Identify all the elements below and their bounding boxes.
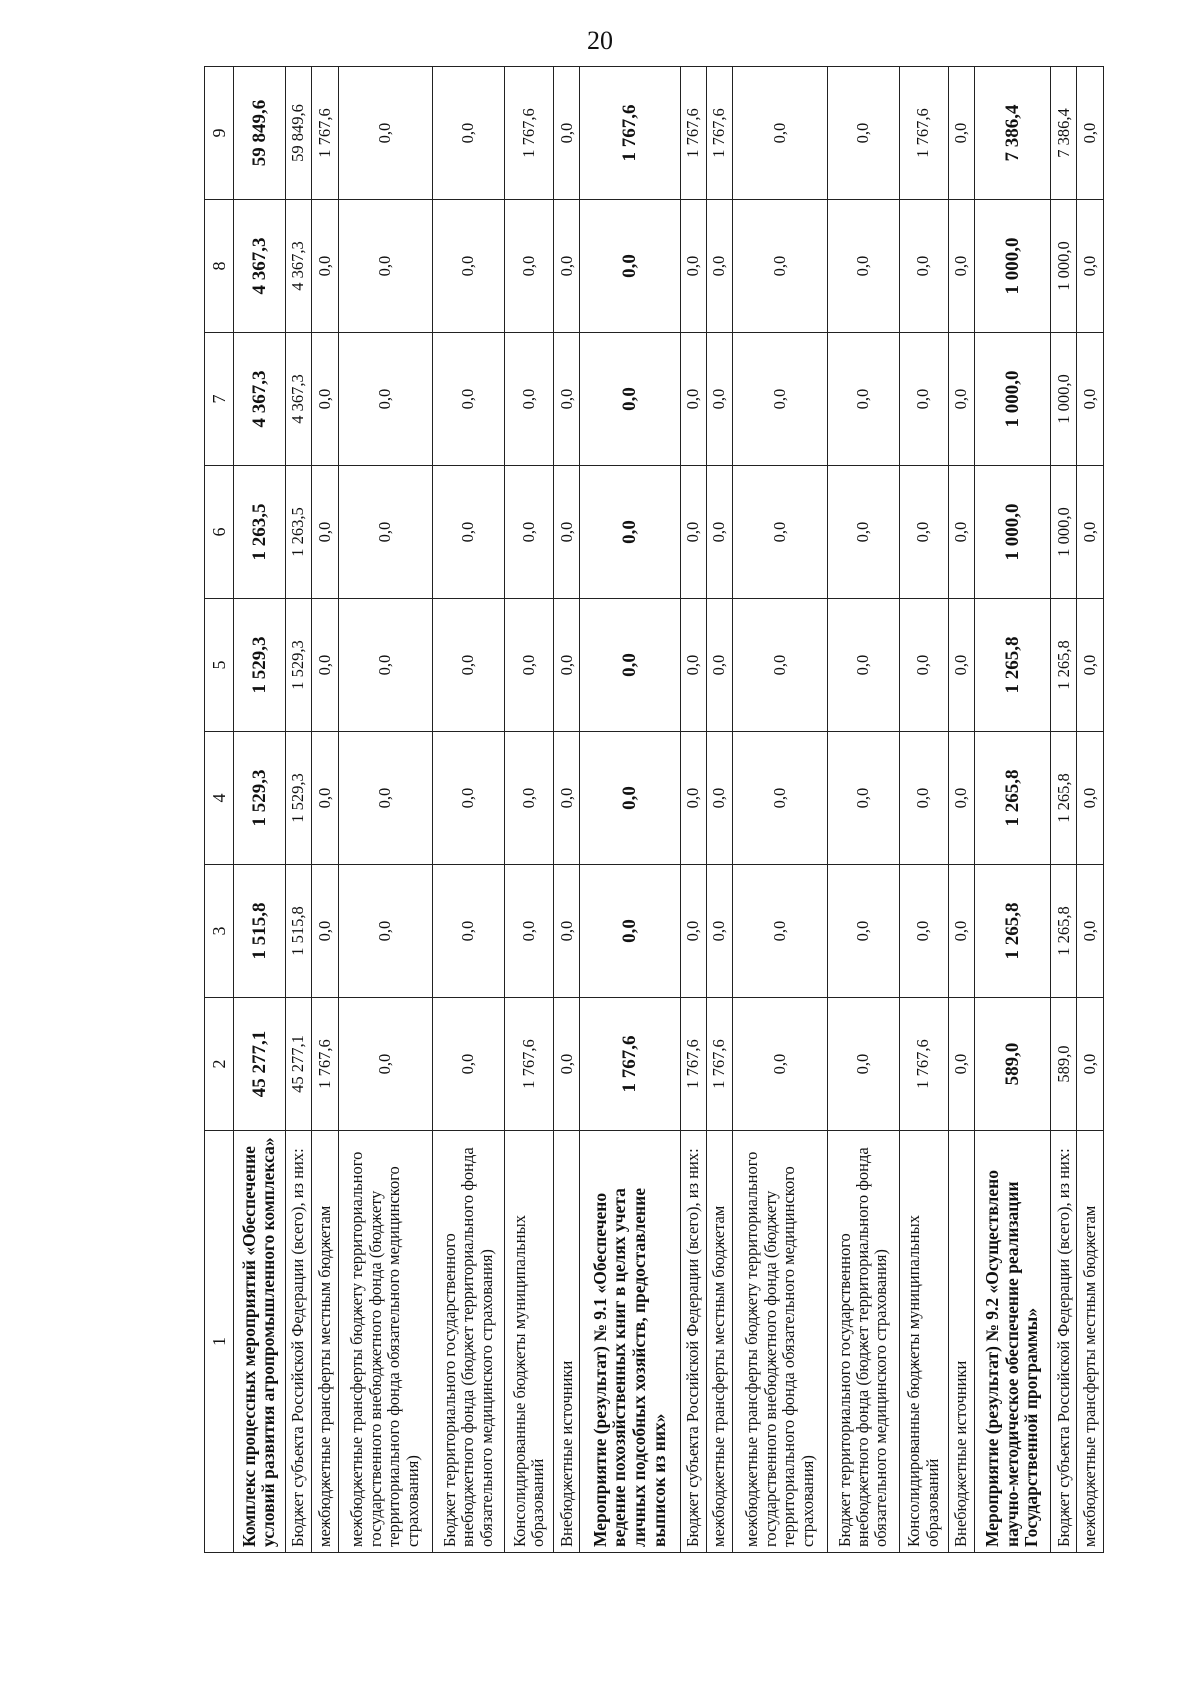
row-value: 0,0 — [338, 732, 433, 865]
row-value: 0,0 — [827, 200, 899, 333]
row-value: 0,0 — [1077, 865, 1104, 998]
row-value: 0,0 — [706, 732, 732, 865]
row-label: Комплекс процессных мероприятий «Обеспечение условий развития агропромышленного комплекса» — [234, 1131, 286, 1553]
row-value: 59 849,6 — [234, 67, 286, 200]
row-value: 0,0 — [504, 865, 553, 998]
row-value: 0,0 — [827, 865, 899, 998]
row-value: 0,0 — [312, 599, 338, 732]
table-row — [1051, 67, 1077, 1553]
row-value: 589,0 — [975, 998, 1051, 1131]
row-value: 0,0 — [338, 998, 433, 1131]
row-value: 0,0 — [554, 466, 580, 599]
row-value: 1 000,0 — [1051, 333, 1077, 466]
row-value: 0,0 — [312, 200, 338, 333]
row-value: 0,0 — [433, 599, 505, 732]
row-value: 0,0 — [338, 200, 433, 333]
row-value: 0,0 — [948, 466, 974, 599]
table-row — [312, 67, 338, 1553]
row-value: 0,0 — [899, 599, 948, 732]
row-value: 1 767,6 — [504, 67, 553, 200]
row-value: 0,0 — [899, 333, 948, 466]
row-value: 0,0 — [580, 732, 680, 865]
row-value: 0,0 — [1077, 333, 1104, 466]
row-value: 0,0 — [706, 200, 732, 333]
row-value: 0,0 — [680, 599, 706, 732]
row-value: 1 263,5 — [234, 466, 286, 599]
column-header: 6 — [205, 466, 234, 599]
row-value: 0,0 — [733, 998, 828, 1131]
row-value: 0,0 — [580, 599, 680, 732]
row-label: Консолидированные бюджеты муниципальных образований — [899, 1131, 948, 1553]
row-value: 0,0 — [899, 200, 948, 333]
row-value: 1 767,6 — [312, 67, 338, 200]
row-value: 0,0 — [733, 200, 828, 333]
row-value: 0,0 — [706, 466, 732, 599]
row-value: 0,0 — [1077, 732, 1104, 865]
row-value: 0,0 — [338, 333, 433, 466]
row-value: 0,0 — [948, 998, 974, 1131]
row-label: межбюджетные трансферты местным бюджетам — [1077, 1131, 1104, 1553]
column-header: 5 — [205, 599, 234, 732]
row-value: 1 767,6 — [706, 998, 732, 1131]
row-value: 1 529,3 — [234, 732, 286, 865]
column-header: 9 — [205, 67, 234, 200]
row-value: 0,0 — [312, 466, 338, 599]
row-value: 1 767,6 — [680, 67, 706, 200]
row-value: 0,0 — [338, 599, 433, 732]
row-value: 0,0 — [554, 67, 580, 200]
row-value: 1 000,0 — [975, 333, 1051, 466]
header-row — [205, 67, 234, 1553]
row-value: 1 767,6 — [312, 998, 338, 1131]
row-label: Мероприятие (результат) № 9.1 «Обеспечено ведение похозяйственных книг в целях учета личных подсобных хозяйств, предоставление выписок из них» — [580, 1131, 680, 1553]
row-value: 0,0 — [433, 67, 505, 200]
row-value: 1 265,8 — [1051, 732, 1077, 865]
row-value: 0,0 — [504, 732, 553, 865]
row-value: 0,0 — [433, 333, 505, 466]
table-row — [706, 67, 732, 1553]
row-value: 0,0 — [1077, 67, 1104, 200]
row-value: 0,0 — [827, 998, 899, 1131]
row-value: 0,0 — [504, 333, 553, 466]
row-value: 4 367,3 — [234, 333, 286, 466]
row-label: Внебюджетные источники — [948, 1131, 974, 1553]
row-value: 0,0 — [1077, 466, 1104, 599]
row-value: 0,0 — [948, 67, 974, 200]
row-label: межбюджетные трансферты местным бюджетам — [706, 1131, 732, 1553]
row-value: 1 529,3 — [285, 732, 311, 865]
column-header: 7 — [205, 333, 234, 466]
row-value: 0,0 — [433, 200, 505, 333]
row-value: 0,0 — [580, 865, 680, 998]
budget-table-rotated — [204, 67, 1104, 1553]
column-header: 4 — [205, 732, 234, 865]
row-value: 0,0 — [554, 998, 580, 1131]
row-value: 0,0 — [580, 333, 680, 466]
table-row — [433, 67, 505, 1553]
row-value: 0,0 — [680, 865, 706, 998]
row-label: Бюджет субъекта Российской Федерации (всего), из них: — [285, 1131, 311, 1553]
row-value: 0,0 — [733, 732, 828, 865]
row-value: 0,0 — [706, 333, 732, 466]
row-value: 1 000,0 — [1051, 466, 1077, 599]
row-value: 1 529,3 — [234, 599, 286, 732]
page-number: 20 — [587, 26, 613, 55]
row-value: 0,0 — [899, 466, 948, 599]
row-value: 0,0 — [948, 599, 974, 732]
row-label: Бюджет территориального государственного внебюджетного фонда (бюджет территориального фонда обязательного медицинского страхования) — [433, 1131, 505, 1553]
row-value: 0,0 — [1077, 200, 1104, 333]
column-header: 1 — [205, 1131, 234, 1553]
budget-table — [204, 66, 1104, 1553]
row-value: 0,0 — [899, 865, 948, 998]
row-value: 1 000,0 — [975, 200, 1051, 333]
row-value: 0,0 — [733, 865, 828, 998]
row-value: 1 265,8 — [975, 599, 1051, 732]
row-value: 0,0 — [948, 200, 974, 333]
table-row — [338, 67, 433, 1553]
table-row — [733, 67, 828, 1553]
row-value: 0,0 — [580, 200, 680, 333]
row-value: 1 265,8 — [1051, 865, 1077, 998]
table-row — [975, 67, 1051, 1553]
row-value: 0,0 — [433, 865, 505, 998]
row-label: межбюджетные трансферты бюджету территориального государственного внебюджетного фонда (бюджету территориального фонда обязательного медицинского страхования) — [338, 1131, 433, 1553]
row-value: 0,0 — [733, 599, 828, 732]
row-value: 0,0 — [504, 466, 553, 599]
row-value: 0,0 — [827, 599, 899, 732]
row-label: межбюджетные трансферты бюджету территориального государственного внебюджетного фонда (бюджету территориального фонда обязательного медицинского страхования) — [733, 1131, 828, 1553]
row-value: 0,0 — [680, 333, 706, 466]
row-value: 0,0 — [733, 333, 828, 466]
row-value: 0,0 — [433, 466, 505, 599]
row-value: 0,0 — [733, 67, 828, 200]
row-label: Бюджет территориального государственного внебюджетного фонда (бюджет территориального фонда обязательного медицинского страхования) — [827, 1131, 899, 1553]
row-value: 1 263,5 — [285, 466, 311, 599]
table-row — [504, 67, 553, 1553]
row-label: Консолидированные бюджеты муниципальных образований — [504, 1131, 553, 1553]
column-header: 3 — [205, 865, 234, 998]
row-value: 0,0 — [312, 333, 338, 466]
row-value: 1 767,6 — [899, 998, 948, 1131]
row-value: 0,0 — [948, 865, 974, 998]
row-value: 0,0 — [899, 732, 948, 865]
row-value: 1 767,6 — [580, 67, 680, 200]
row-value: 1 515,8 — [234, 865, 286, 998]
row-value: 1 767,6 — [680, 998, 706, 1131]
table-row — [554, 67, 580, 1553]
row-value: 4 367,3 — [285, 200, 311, 333]
row-value: 0,0 — [680, 200, 706, 333]
row-value: 1 767,6 — [706, 67, 732, 200]
row-value: 0,0 — [338, 466, 433, 599]
row-value: 1 265,8 — [1051, 599, 1077, 732]
table-row — [948, 67, 974, 1553]
row-value: 0,0 — [1077, 599, 1104, 732]
table-row — [580, 67, 680, 1553]
row-value: 1 000,0 — [1051, 200, 1077, 333]
row-value: 0,0 — [948, 333, 974, 466]
row-value: 0,0 — [827, 67, 899, 200]
row-value: 0,0 — [554, 333, 580, 466]
row-value: 7 386,4 — [975, 67, 1051, 200]
row-label: Мероприятие (результат) № 9.2 «Осуществлено научно-методическое обеспечение реализации Государственной программы» — [975, 1131, 1051, 1553]
row-value: 1 767,6 — [504, 998, 553, 1131]
row-value: 0,0 — [338, 67, 433, 200]
row-label: Бюджет субъекта Российской Федерации (всего), из них: — [1051, 1131, 1077, 1553]
row-value: 0,0 — [433, 732, 505, 865]
row-value: 0,0 — [827, 466, 899, 599]
table-row — [234, 67, 286, 1553]
column-header: 2 — [205, 998, 234, 1131]
table-row — [1077, 67, 1104, 1553]
row-value: 0,0 — [338, 865, 433, 998]
row-value: 45 277,1 — [285, 998, 311, 1131]
row-label: Внебюджетные источники — [554, 1131, 580, 1553]
row-value: 0,0 — [504, 200, 553, 333]
row-value: 45 277,1 — [234, 998, 286, 1131]
row-value: 0,0 — [948, 732, 974, 865]
row-value: 1 529,3 — [285, 599, 311, 732]
row-value: 0,0 — [706, 599, 732, 732]
row-value: 0,0 — [680, 466, 706, 599]
row-value: 1 515,8 — [285, 865, 311, 998]
row-value: 589,0 — [1051, 998, 1077, 1131]
row-value: 0,0 — [1077, 998, 1104, 1131]
row-value: 0,0 — [827, 333, 899, 466]
row-label: межбюджетные трансферты местным бюджетам — [312, 1131, 338, 1553]
row-value: 7 386,4 — [1051, 67, 1077, 200]
row-value: 4 367,3 — [285, 333, 311, 466]
row-value: 0,0 — [580, 466, 680, 599]
table-row — [285, 67, 311, 1553]
row-value: 1 265,8 — [975, 865, 1051, 998]
row-value: 0,0 — [554, 865, 580, 998]
row-value: 0,0 — [433, 998, 505, 1131]
row-value: 1 767,6 — [580, 998, 680, 1131]
column-header: 8 — [205, 200, 234, 333]
row-value: 0,0 — [827, 732, 899, 865]
row-value: 0,0 — [554, 732, 580, 865]
row-value: 0,0 — [312, 865, 338, 998]
row-value: 1 000,0 — [975, 466, 1051, 599]
table-row — [680, 67, 706, 1553]
table-body — [234, 67, 1104, 1553]
table-row — [827, 67, 899, 1553]
row-label: Бюджет субъекта Российской Федерации (всего), из них: — [680, 1131, 706, 1553]
row-value: 0,0 — [733, 466, 828, 599]
table-row — [899, 67, 948, 1553]
row-value: 0,0 — [706, 865, 732, 998]
row-value: 0,0 — [312, 732, 338, 865]
row-value: 0,0 — [504, 599, 553, 732]
row-value: 4 367,3 — [234, 200, 286, 333]
row-value: 0,0 — [554, 599, 580, 732]
row-value: 0,0 — [554, 200, 580, 333]
row-value: 0,0 — [680, 732, 706, 865]
row-value: 59 849,6 — [285, 67, 311, 200]
row-value: 1 767,6 — [899, 67, 948, 200]
row-value: 1 265,8 — [975, 732, 1051, 865]
